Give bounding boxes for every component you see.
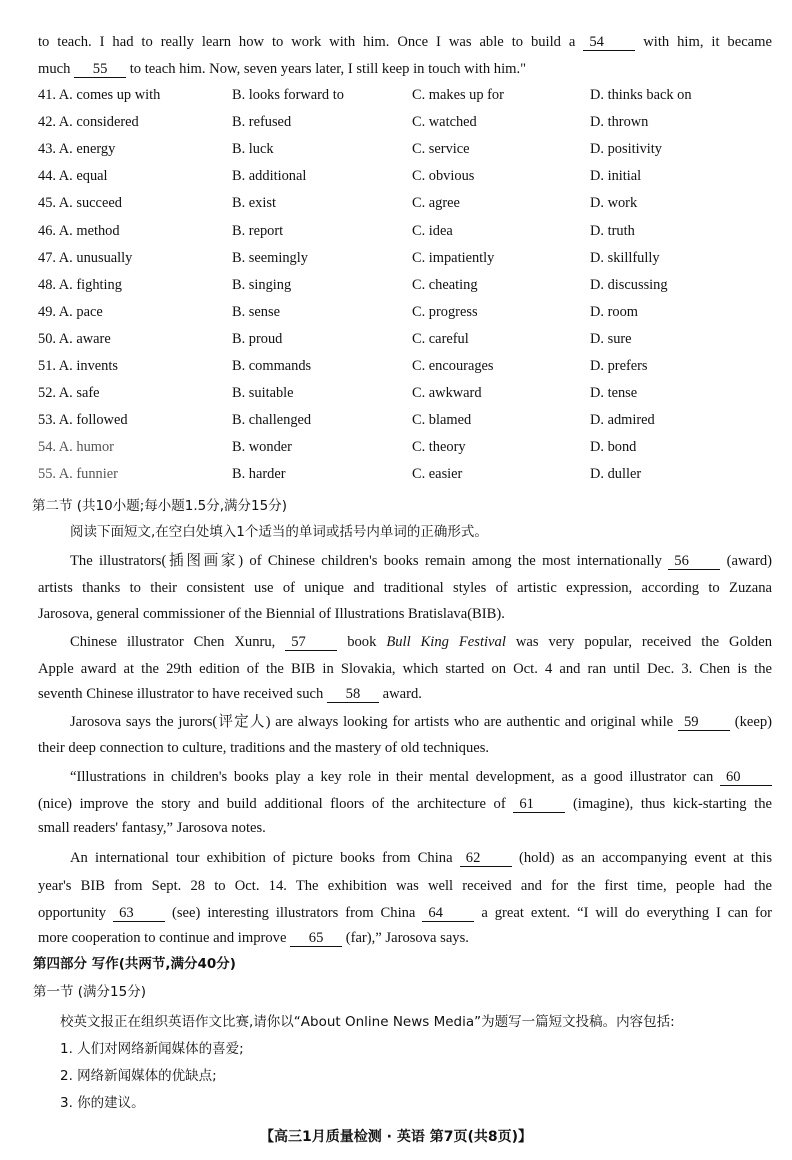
option-a: 44. A. equal	[38, 168, 108, 185]
option-b: B. commands	[232, 358, 312, 374]
text: a great extent. “I will do everything I can for	[481, 905, 772, 921]
option-row	[0, 141, 792, 163]
text: (award)	[726, 553, 773, 569]
text: award.	[382, 686, 422, 702]
option-a: 41. A. comes up with	[38, 87, 161, 103]
blank-54: 54	[583, 34, 635, 51]
option-a: 47. A. unusually	[38, 249, 133, 266]
text: Jarosova says the jurors(评定人) are always looking for artists who are authentic and original while	[70, 714, 674, 730]
passage-p2-l3	[38, 684, 772, 704]
blank-63: 63	[113, 905, 165, 922]
option-d: D. sure	[590, 330, 632, 347]
option-a: 45. A. succeed	[38, 195, 122, 212]
blank-64: 64	[422, 905, 474, 922]
passage-p3-l2: their deep connection to culture, traditions and the mastery of old techniques.	[38, 740, 490, 756]
passage-p4-l3: small readers' fantasy,” Jarosova notes.	[38, 820, 266, 836]
option-d: D. skillfully	[590, 249, 660, 266]
text: (hold) as an accompanying event at this	[518, 850, 773, 866]
option-b: B. wonder	[232, 439, 292, 456]
blank-56: 56	[668, 553, 720, 570]
option-d: D. initial	[590, 168, 642, 185]
intro-line-1	[38, 32, 772, 52]
option-c: C. service	[412, 141, 470, 158]
option-c: C. easier	[412, 466, 463, 483]
option-row	[0, 412, 792, 434]
part4-section1: 第一节 (满分15分)	[33, 984, 147, 1000]
option-a: 46. A. method	[38, 222, 120, 239]
option-d: D. thinks back on	[590, 87, 692, 103]
option-d: D. tense	[590, 385, 638, 402]
blank-62: 62	[460, 850, 512, 867]
option-row	[0, 195, 792, 217]
option-a: 48. A. fighting	[38, 276, 122, 293]
option-row	[0, 304, 792, 326]
option-b: B. sense	[232, 303, 280, 320]
option-b: B. singing	[232, 276, 292, 293]
text: was very popular, received the Golden	[515, 634, 772, 650]
text: to teach him. Now, seven years later, I still keep in touch with him."	[129, 61, 527, 77]
option-c: C. idea	[412, 222, 453, 239]
text: The illustrators(插图画家) of Chinese children's books remain among the most internationally	[70, 553, 662, 569]
passage-p1-l1	[70, 551, 772, 571]
option-row	[0, 250, 792, 272]
part4-point-1: 1. 人们对网络新闻媒体的喜爱;	[60, 1041, 244, 1057]
blank-61: 61	[513, 796, 565, 813]
passage-p5-l2: year's BIB from Sept. 28 to Oct. 14. The exhibition was well received and for the first time, people had the	[38, 878, 772, 894]
text: (nice) improve the story and build additional floors of the architecture of	[38, 796, 506, 812]
option-c: C. agree	[412, 195, 460, 212]
passage-p5-l4	[38, 928, 772, 948]
text: much	[38, 61, 71, 77]
option-row	[0, 466, 792, 488]
option-d: D. discussing	[590, 276, 668, 293]
option-b: B. exist	[232, 195, 276, 212]
option-b: B. challenged	[232, 412, 312, 429]
text: An international tour exhibition of picture books from China	[70, 850, 453, 866]
passage-p1-l3: Jarosova, general commissioner of the Biennial of Illustrations Bratislava(BIB).	[38, 606, 505, 622]
text: (far),” Jarosova says.	[345, 930, 469, 946]
option-a: 50. A. aware	[38, 330, 111, 347]
option-c: C. cheating	[412, 276, 478, 293]
option-b: B. seemingly	[232, 249, 308, 266]
option-c: C. progress	[412, 303, 478, 320]
passage-p4-l1	[70, 767, 772, 787]
section2-heading: 第二节 (共10小题;每小题1.5分,满分15分)	[32, 498, 287, 514]
option-row	[0, 331, 792, 353]
option-c: C. impatiently	[412, 249, 495, 266]
option-b: B. proud	[232, 330, 283, 347]
passage-p2-l2: Apple award at the 29th edition of the BIB in Slovakia, which started on Oct. 4 and ran until Dec. 3. Chen is the	[38, 661, 772, 677]
option-a: 49. A. pace	[38, 303, 103, 320]
book-title: Bull King Festival	[386, 634, 506, 650]
blank-59: 59	[678, 714, 730, 731]
option-d: D. admired	[590, 412, 655, 429]
part4-point-3: 3. 你的建议。	[60, 1095, 145, 1111]
blank-58: 58	[327, 686, 379, 703]
option-row	[0, 114, 792, 136]
option-row	[0, 87, 792, 109]
passage-p4-l2	[38, 794, 772, 814]
option-b: B. refused	[232, 114, 292, 131]
passage-p2-l1	[70, 632, 772, 652]
option-c: C. watched	[412, 114, 477, 131]
text: “Illustrations in children's books play a key role in their mental development, as a good illustrator can	[70, 769, 714, 785]
option-b: B. looks forward to	[232, 87, 344, 103]
option-d: D. thrown	[590, 114, 649, 131]
option-a: 51. A. invents	[38, 358, 118, 374]
option-a: 55. A. funnier	[38, 466, 118, 483]
option-d: D. room	[590, 303, 638, 320]
option-row	[0, 223, 792, 245]
passage-p5-l3	[38, 903, 772, 923]
passage-p3-l1	[70, 712, 772, 732]
option-row	[0, 385, 792, 407]
option-c: C. obvious	[412, 168, 475, 185]
blank-65: 65	[290, 930, 342, 947]
option-c: C. makes up for	[412, 87, 504, 103]
text: book	[347, 634, 377, 650]
part4-heading: 第四部分 写作(共两节,满分40分)	[33, 956, 236, 972]
option-c: C. encourages	[412, 358, 494, 374]
text: seventh Chinese illustrator to have received such	[38, 686, 324, 702]
section2-instruction: 阅读下面短文,在空白处填入1个适当的单词或括号内单词的正确形式。	[70, 524, 488, 540]
option-d: D. duller	[590, 466, 642, 483]
text: (keep)	[734, 714, 772, 730]
option-d: D. work	[590, 195, 638, 212]
option-a: 53. A. followed	[38, 412, 128, 429]
text: more cooperation to continue and improve	[38, 930, 287, 946]
option-a: 42. A. considered	[38, 114, 139, 131]
text: to teach. I had to really learn how to work with him. Once I was able to build a	[38, 34, 576, 50]
text: with him, it became	[643, 34, 772, 50]
option-d: D. truth	[590, 222, 635, 239]
option-d: D. prefers	[590, 358, 648, 374]
part4-prompt: 校英文报正在组织英语作文比赛,请你以“About Online News Media”为题写一篇短文投稿。内容包括:	[60, 1014, 675, 1030]
text: (see) interesting illustrators from China	[172, 905, 416, 921]
option-a: 52. A. safe	[38, 385, 100, 402]
blank-60: 60	[720, 769, 772, 786]
option-row	[0, 358, 792, 380]
option-a: 43. A. energy	[38, 141, 116, 158]
blank-55: 55	[74, 61, 126, 78]
option-d: D. positivity	[590, 141, 662, 158]
page-footer: 【高三1月质量检测 · 英语 第7页(共8页)】	[260, 1129, 532, 1145]
option-b: B. additional	[232, 168, 307, 185]
option-row	[0, 277, 792, 299]
option-b: B. harder	[232, 466, 286, 483]
option-row	[0, 439, 792, 461]
blank-57: 57	[285, 634, 337, 651]
option-row	[0, 168, 792, 190]
text: opportunity	[38, 905, 107, 921]
passage-p1-l2: artists thanks to their consistent use of unique and traditional styles of artistic expression, according to Zuzana	[38, 580, 772, 596]
option-b: B. report	[232, 222, 284, 239]
option-d: D. bond	[590, 439, 637, 456]
passage-p5-l1	[70, 848, 772, 868]
option-c: C. awkward	[412, 385, 482, 402]
text: (imagine), thus kick-starting the	[572, 796, 773, 812]
text: Chinese illustrator Chen Xunru,	[70, 634, 276, 650]
option-b: B. luck	[232, 141, 274, 158]
option-c: C. blamed	[412, 412, 472, 429]
intro-line-2	[38, 59, 772, 79]
option-b: B. suitable	[232, 385, 294, 402]
option-a: 54. A. humor	[38, 439, 114, 456]
option-c: C. careful	[412, 330, 469, 347]
option-c: C. theory	[412, 439, 466, 456]
part4-point-2: 2. 网络新闻媒体的优缺点;	[60, 1068, 217, 1084]
